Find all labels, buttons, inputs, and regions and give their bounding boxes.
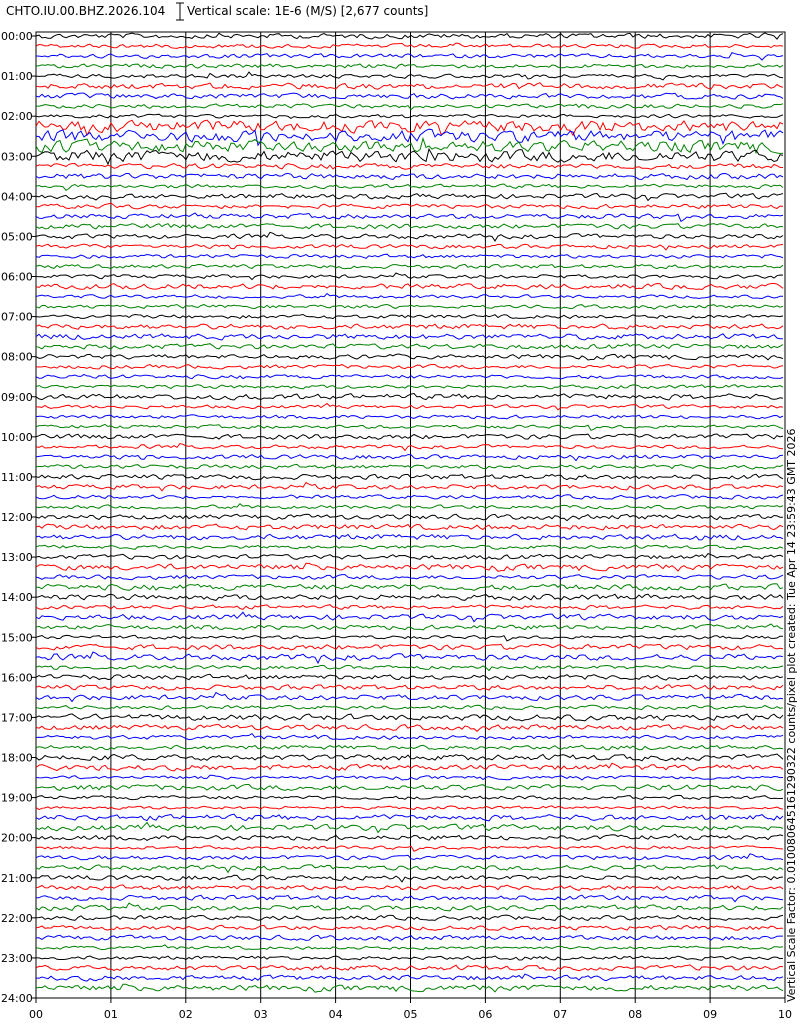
- trace-line: [36, 114, 783, 118]
- trace-line: [36, 294, 783, 299]
- y-tick-label: 20:00: [1, 831, 33, 845]
- trace-line: [36, 714, 783, 721]
- y-tick-label: 14:00: [1, 591, 33, 605]
- y-tick-label: 06:00: [1, 270, 33, 284]
- trace-line: [36, 665, 783, 670]
- trace-line: [36, 594, 783, 600]
- trace-line: [36, 264, 783, 268]
- trace-line: [36, 925, 783, 930]
- trace-line: [36, 534, 783, 540]
- trace-line: [36, 464, 783, 469]
- trace-line: [36, 354, 783, 360]
- trace-line: [36, 965, 783, 971]
- trace-line: [36, 693, 783, 702]
- trace-line: [36, 584, 783, 591]
- y-tick-label: 05:00: [1, 230, 33, 244]
- trace-line: [36, 394, 783, 401]
- trace-line: [36, 244, 783, 250]
- trace-line: [36, 895, 783, 902]
- trace-line: [36, 273, 783, 280]
- trace-line: [36, 104, 783, 110]
- trace-line: [36, 795, 783, 799]
- y-tick-label: 03:00: [1, 150, 33, 164]
- trace-line: [36, 806, 783, 810]
- trace-line: [36, 184, 783, 190]
- trace-line: [36, 754, 783, 761]
- y-tick-label: 16:00: [1, 671, 33, 685]
- x-axis-ticks: [29, 998, 792, 1021]
- trace-line: [36, 315, 783, 319]
- trace-line: [36, 474, 783, 480]
- y-tick-label: 02:00: [1, 110, 33, 124]
- y-tick-label: 04:00: [1, 190, 33, 204]
- trace-line: [36, 455, 783, 461]
- y-tick-label: 23:00: [1, 951, 33, 965]
- y-tick-label: 00:00: [1, 30, 33, 43]
- trace-line: [36, 635, 783, 641]
- x-tick-label: 10: [778, 1008, 792, 1021]
- trace-line: [36, 822, 783, 832]
- y-tick-label: 10:00: [1, 430, 33, 444]
- y-tick-label: 11:00: [1, 470, 33, 484]
- y-tick-label: 19:00: [1, 791, 33, 805]
- trace-line: [36, 885, 783, 891]
- scale-bar-icon: [176, 3, 184, 20]
- trace-line: [36, 775, 783, 780]
- trace-line: [36, 374, 783, 379]
- trace-line: [36, 514, 783, 520]
- trace-line: [36, 644, 783, 650]
- trace-line: [36, 93, 783, 99]
- trace-line: [36, 903, 783, 911]
- y-tick-label: 12:00: [1, 511, 33, 524]
- trace-line: [36, 624, 783, 630]
- trace-line: [36, 554, 783, 560]
- seismic-traces: [36, 33, 783, 992]
- y-tick-label: 13:00: [1, 551, 33, 565]
- trace-line: [36, 344, 783, 349]
- trace-line: [36, 213, 783, 221]
- x-tick-label: 04: [328, 1008, 343, 1021]
- x-tick-label: 07: [553, 1008, 568, 1021]
- trace-line: [36, 43, 783, 48]
- y-tick-label: 15:00: [1, 631, 33, 645]
- trace-line: [36, 203, 783, 209]
- trace-line: [36, 915, 783, 920]
- x-tick-label: 03: [253, 1008, 268, 1021]
- vertical-scale-factor-note: Vertical Scale Factor: 0.010080645161290322 counts/pixel plot created: Tue Apr 14 23:59:43 GMT 2026: [785, 428, 798, 1002]
- trace-line: [36, 444, 783, 451]
- trace-line: [36, 64, 783, 69]
- trace-line: [36, 483, 783, 491]
- trace-line: [36, 745, 783, 750]
- trace-line: [36, 415, 783, 419]
- y-tick-label: 24:00: [1, 992, 33, 1005]
- trace-line: [36, 974, 783, 981]
- trace-line: [36, 149, 783, 164]
- x-tick-label: 02: [178, 1008, 193, 1021]
- trace-line: [36, 545, 783, 549]
- x-tick-label: 09: [703, 1008, 718, 1021]
- trace-line: [36, 674, 783, 680]
- trace-line: [36, 734, 783, 740]
- trace-line: [36, 33, 783, 39]
- x-tick-label: 05: [403, 1008, 418, 1021]
- trace-line: [36, 193, 783, 200]
- trace-line: [36, 324, 783, 329]
- trace-line: [36, 53, 783, 60]
- y-tick-label: 01:00: [1, 70, 33, 84]
- trace-line: [36, 385, 783, 389]
- trace-line: [36, 305, 783, 310]
- trace-line: [36, 935, 783, 941]
- trace-line: [36, 120, 783, 135]
- trace-line: [36, 865, 783, 873]
- trace-line: [36, 984, 783, 992]
- y-tick-label: 09:00: [1, 390, 33, 404]
- trace-line: [36, 254, 783, 258]
- vertical-gridlines: [36, 32, 785, 998]
- x-tick-label: 01: [103, 1008, 118, 1021]
- trace-line: [36, 945, 783, 950]
- x-tick-label: 06: [478, 1008, 493, 1021]
- y-tick-label: 17:00: [1, 711, 33, 725]
- vertical-scale-label: Vertical scale: 1E-6 (M/S) [2,677 counts]: [187, 4, 429, 18]
- trace-line: [36, 524, 783, 530]
- trace-line: [36, 563, 783, 571]
- x-tick-label: 08: [628, 1008, 643, 1021]
- trace-line: [36, 495, 783, 500]
- trace-line: [36, 334, 783, 340]
- trace-line: [36, 705, 783, 709]
- trace-line: [36, 72, 783, 80]
- y-tick-label: 22:00: [1, 911, 33, 925]
- trace-line: [36, 224, 783, 229]
- y-tick-label: 21:00: [1, 871, 33, 885]
- trace-line: [36, 834, 783, 840]
- trace-line: [36, 605, 783, 610]
- trace-line: [36, 612, 783, 621]
- trace-line: [36, 785, 783, 791]
- trace-line: [36, 814, 783, 821]
- trace-line: [36, 283, 783, 289]
- y-tick-label: 18:00: [1, 751, 33, 765]
- y-tick-label: 07:00: [1, 310, 33, 324]
- trace-line: [36, 424, 783, 430]
- trace-line: [36, 846, 783, 852]
- trace-line: [36, 685, 783, 690]
- y-axis-ticks: [1, 30, 36, 1005]
- trace-line: [36, 404, 783, 410]
- x-tick-label: 00: [29, 1008, 43, 1021]
- station-title: CHTO.IU.00.BHZ.2026.104: [6, 4, 166, 18]
- trace-line: [36, 763, 783, 771]
- trace-line: [36, 652, 783, 663]
- trace-line: [36, 854, 783, 860]
- y-tick-label: 08:00: [1, 350, 33, 364]
- trace-line: [36, 725, 783, 732]
- trace-line: [36, 575, 783, 580]
- trace-line: [36, 434, 783, 439]
- trace-line: [36, 504, 783, 509]
- trace-line: [36, 173, 783, 179]
- trace-line: [36, 232, 783, 241]
- trace-line: [36, 164, 783, 170]
- trace-line: [36, 956, 783, 960]
- trace-line: [36, 365, 783, 370]
- trace-line: [36, 83, 783, 90]
- trace-line: [36, 875, 783, 882]
